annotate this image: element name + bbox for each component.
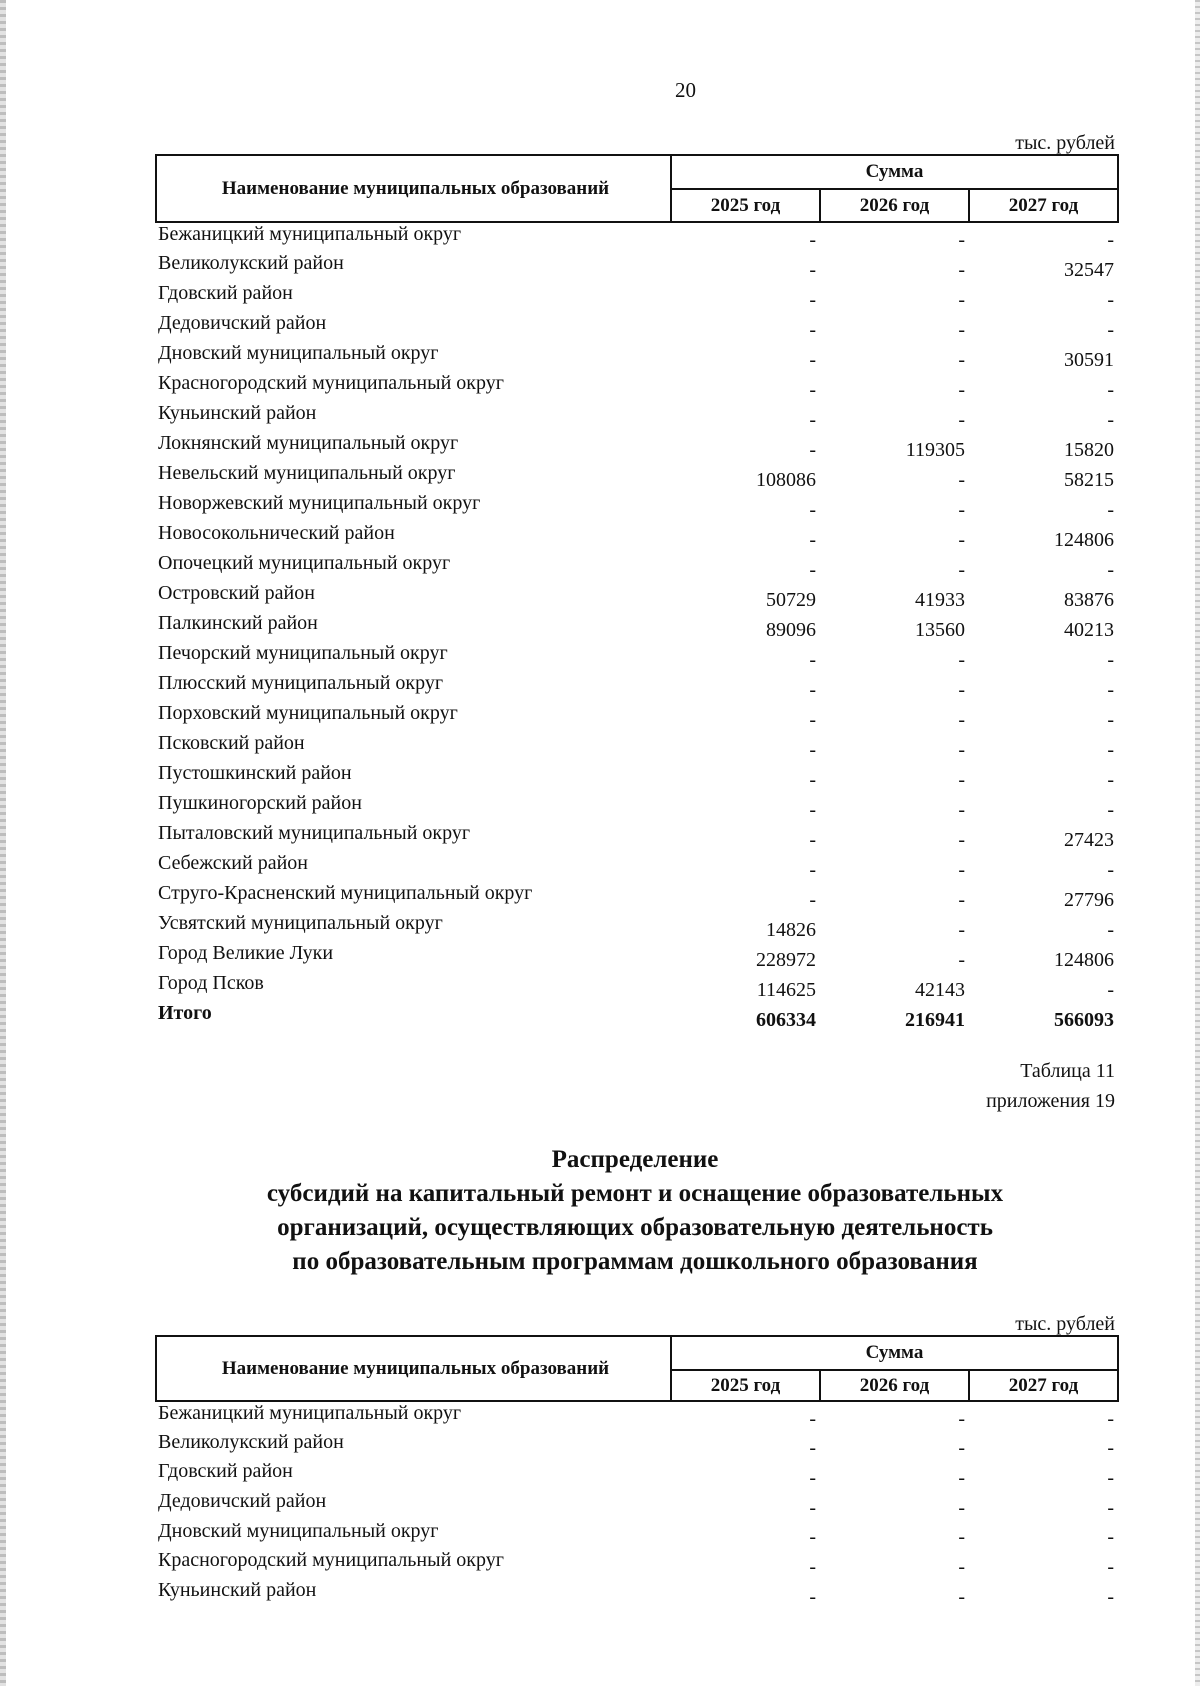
table-row	[156, 792, 1118, 822]
value-2026: -	[958, 1496, 965, 1519]
column-header-sum: Сумма	[671, 155, 1118, 189]
value-2027: 83876	[1064, 589, 1114, 611]
value-2025: -	[809, 799, 816, 821]
value-2027: -	[1107, 559, 1114, 581]
table-row	[156, 942, 1118, 972]
value-2025: -	[809, 409, 816, 431]
table-row	[156, 492, 1118, 522]
value-2026: -	[958, 859, 965, 881]
table-row	[156, 912, 1118, 942]
value-2026: -	[958, 739, 965, 761]
row-name: Город Псков	[158, 972, 264, 994]
row-name: Великолукский район	[158, 1430, 344, 1453]
row-name: Красногородский муниципальный округ	[158, 1549, 504, 1572]
table-number: Таблица 11	[1020, 1060, 1115, 1082]
value-2025: -	[809, 529, 816, 551]
value-2025: -	[809, 889, 816, 911]
value-2026: -	[958, 469, 965, 491]
value-2026: -	[958, 289, 965, 311]
value-2025: -	[809, 1496, 816, 1519]
value-2026: -	[958, 889, 965, 911]
value-2027: -	[1107, 1467, 1114, 1490]
row-name: Дедовичский район	[158, 312, 327, 334]
row-name: Куньинский район	[158, 402, 317, 424]
row-name: Дновский муниципальный округ	[158, 1519, 439, 1542]
value-2027: -	[1107, 379, 1114, 401]
value-2027: -	[1107, 319, 1114, 341]
row-name: Дновский муниципальный округ	[158, 342, 439, 364]
row-name: Пустошкинский район	[158, 762, 352, 784]
value-2026: -	[958, 379, 965, 401]
row-name: Дедовичский район	[158, 1490, 327, 1513]
value-2027: 58215	[1064, 469, 1114, 491]
row-name: Красногородский муниципальный округ	[158, 372, 504, 394]
heading-line-2: субсидий на капитальный ремонт и оснащение образовательных	[266, 1180, 1004, 1207]
row-name: Плюсский муниципальный округ	[158, 672, 444, 694]
value-2025: -	[809, 1556, 816, 1579]
column-header-name: Наименование муниципальных образований	[156, 155, 671, 222]
value-2027: 124806	[1054, 949, 1114, 971]
table-row	[156, 252, 1118, 282]
value-2026: -	[958, 499, 965, 521]
row-name: Усвятский муниципальный округ	[158, 912, 443, 934]
table-row	[156, 972, 1118, 1002]
total-row	[156, 1002, 1118, 1032]
value-2026: -	[958, 679, 965, 701]
row-name: Новосокольнический район	[158, 522, 395, 544]
value-2026: -	[958, 229, 965, 251]
value-2027: -	[1107, 769, 1114, 791]
units-label-table2: тыс. рублей	[1015, 1313, 1115, 1335]
value-2027: -	[1107, 229, 1114, 251]
value-2025: -	[809, 859, 816, 881]
row-name: Опочецкий муниципальный округ	[158, 552, 451, 574]
table-row	[156, 1549, 1118, 1579]
value-2026: -	[958, 529, 965, 551]
heading-line-4: по образовательным программам дошкольного образования	[292, 1248, 978, 1275]
value-2027: -	[1107, 1585, 1114, 1608]
value-2025: -	[809, 829, 816, 851]
row-name: Порховский муниципальный округ	[158, 702, 458, 724]
table-row	[156, 882, 1118, 912]
column-header-2027: 2027 год	[969, 189, 1118, 222]
value-2026: -	[958, 1556, 965, 1579]
value-2025: -	[809, 1437, 816, 1460]
value-2025: -	[809, 499, 816, 521]
row-name: Гдовский район	[158, 1460, 293, 1483]
value-2025: -	[809, 379, 816, 401]
total-2025: 606334	[756, 1009, 816, 1031]
value-2025: -	[809, 349, 816, 371]
value-2027: -	[1107, 919, 1114, 941]
value-2025: -	[809, 1526, 816, 1549]
value-2026: -	[958, 1407, 965, 1430]
value-2025: 108086	[756, 469, 816, 491]
value-2026: -	[958, 1526, 965, 1549]
value-2026: -	[958, 319, 965, 341]
column-header-2026: 2026 год	[820, 1370, 969, 1401]
total-2026: 216941	[905, 1009, 965, 1031]
section-heading	[155, 1143, 1115, 1279]
value-2025: -	[809, 769, 816, 791]
value-2025: -	[809, 739, 816, 761]
appendix-number: приложения 19	[986, 1090, 1115, 1112]
table-row	[156, 282, 1118, 312]
table-1	[155, 154, 1119, 1032]
page-number: 20	[675, 78, 696, 102]
value-2027: -	[1107, 859, 1114, 881]
value-2025: 114625	[756, 979, 816, 1001]
table-label	[155, 1056, 1115, 1116]
value-2025: -	[809, 649, 816, 671]
value-2027: -	[1107, 709, 1114, 731]
row-name: Пыталовский муниципальный округ	[158, 822, 471, 844]
value-2027: -	[1107, 1556, 1114, 1579]
table-row	[156, 582, 1118, 612]
table-row	[156, 312, 1118, 342]
value-2027: -	[1107, 799, 1114, 821]
value-2026: 42143	[915, 979, 965, 1001]
value-2027: 32547	[1064, 259, 1114, 281]
value-2026: -	[958, 259, 965, 281]
row-name: Новоржевский муниципальный округ	[158, 492, 481, 514]
table-row	[156, 732, 1118, 762]
row-name: Бежаницкий муниципальный округ	[158, 223, 462, 245]
heading-line-1: Распределение	[551, 1146, 719, 1173]
table-row	[156, 462, 1118, 492]
row-name: Пушкиногорский район	[158, 792, 362, 814]
table-2	[155, 1335, 1119, 1609]
units-label-table1: тыс. рублей	[1015, 132, 1115, 154]
column-header-2025: 2025 год	[671, 1370, 820, 1401]
table-row	[156, 1431, 1118, 1461]
row-name: Печорский муниципальный округ	[158, 642, 448, 664]
value-2025: -	[809, 319, 816, 341]
value-2027: 15820	[1064, 439, 1114, 461]
scan-edge-left	[0, 0, 6, 1686]
table-row	[156, 672, 1118, 702]
value-2026: -	[958, 1585, 965, 1608]
value-2025: 89096	[766, 619, 816, 641]
row-name: Струго-Красненский муниципальный округ	[158, 882, 533, 904]
value-2027: -	[1107, 649, 1114, 671]
value-2026: -	[958, 1467, 965, 1490]
value-2025: 228972	[756, 949, 816, 971]
row-name: Гдовский район	[158, 282, 293, 304]
value-2027: 124806	[1054, 529, 1114, 551]
table-row	[156, 372, 1118, 402]
value-2026: -	[958, 829, 965, 851]
column-header-2026: 2026 год	[820, 189, 969, 222]
value-2027: -	[1107, 1407, 1114, 1430]
value-2027: -	[1107, 1437, 1114, 1460]
value-2026: -	[958, 349, 965, 371]
row-name: Бежаницкий муниципальный округ	[158, 1402, 462, 1424]
value-2026: 119305	[905, 439, 965, 461]
column-header-name: Наименование муниципальных образований	[156, 1336, 671, 1401]
table-row	[156, 1579, 1118, 1609]
value-2026: -	[958, 1437, 965, 1460]
table-row	[156, 552, 1118, 582]
value-2027: -	[1107, 1526, 1114, 1549]
table-row	[156, 852, 1118, 882]
value-2025: -	[809, 289, 816, 311]
value-2025: -	[809, 259, 816, 281]
value-2026: -	[958, 919, 965, 941]
value-2026: 41933	[915, 589, 965, 611]
column-header-sum: Сумма	[671, 1336, 1118, 1370]
value-2025: 14826	[766, 919, 816, 941]
value-2027: 27423	[1064, 829, 1114, 851]
total-label: Итого	[158, 1002, 212, 1024]
value-2026: 13560	[915, 619, 965, 641]
table-row	[156, 642, 1118, 672]
value-2027: -	[1107, 739, 1114, 761]
table-row	[156, 342, 1118, 372]
value-2025: -	[809, 1467, 816, 1490]
table-row	[156, 222, 1118, 252]
row-name: Островский район	[158, 582, 315, 604]
value-2026: -	[958, 799, 965, 821]
table-row	[156, 1460, 1118, 1490]
value-2025: -	[809, 1585, 816, 1608]
table-row	[156, 762, 1118, 792]
row-name: Великолукский район	[158, 252, 344, 274]
table-row	[156, 612, 1118, 642]
value-2027: -	[1107, 289, 1114, 311]
total-2027: 566093	[1054, 1009, 1114, 1031]
table-row	[156, 1490, 1118, 1520]
value-2026: -	[958, 769, 965, 791]
row-name: Локнянский муниципальный округ	[158, 432, 459, 454]
value-2025: -	[809, 679, 816, 701]
value-2027: 40213	[1064, 619, 1114, 641]
column-header-2027: 2027 год	[969, 1370, 1118, 1401]
value-2025: -	[809, 709, 816, 731]
value-2025: -	[809, 439, 816, 461]
heading-line-3: организаций, осуществляющих образовательную деятельность	[277, 1214, 993, 1241]
value-2025: 50729	[766, 589, 816, 611]
value-2025: -	[809, 229, 816, 251]
value-2026: -	[958, 559, 965, 581]
row-name: Куньинский район	[158, 1579, 317, 1602]
value-2027: -	[1107, 1496, 1114, 1519]
table-row	[156, 822, 1118, 852]
row-name: Псковский район	[158, 732, 305, 754]
row-name: Город Великие Луки	[158, 942, 334, 964]
row-name: Невельский муниципальный округ	[158, 462, 456, 484]
table-row	[156, 432, 1118, 462]
value-2027: -	[1107, 499, 1114, 521]
table-row	[156, 702, 1118, 732]
table-row	[156, 1401, 1118, 1431]
table-1-body	[156, 222, 1118, 1002]
value-2026: -	[958, 409, 965, 431]
value-2026: -	[958, 649, 965, 671]
value-2027: 27796	[1064, 889, 1114, 911]
table-row	[156, 402, 1118, 432]
table-row	[156, 522, 1118, 552]
table-2-body	[156, 1401, 1118, 1609]
value-2027: 30591	[1064, 349, 1114, 371]
value-2025: -	[809, 1407, 816, 1430]
column-header-2025: 2025 год	[671, 189, 820, 222]
value-2026: -	[958, 949, 965, 971]
value-2025: -	[809, 559, 816, 581]
scan-edge-right	[1195, 0, 1200, 1686]
value-2027: -	[1107, 679, 1114, 701]
value-2026: -	[958, 709, 965, 731]
table-row	[156, 1520, 1118, 1550]
row-name: Палкинский район	[158, 612, 318, 634]
value-2027: -	[1107, 409, 1114, 431]
value-2027: -	[1107, 979, 1114, 1001]
row-name: Себежский район	[158, 852, 308, 874]
